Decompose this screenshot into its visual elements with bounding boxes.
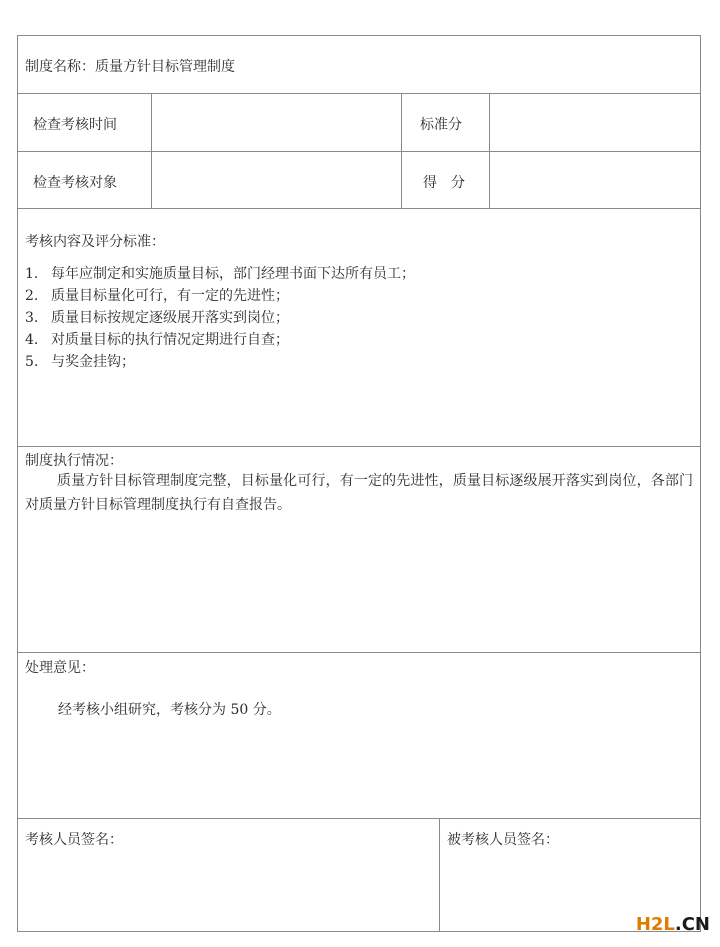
check-object-value-cell[interactable] — [152, 152, 401, 208]
execution-heading: 制度执行情况： — [25, 453, 123, 469]
check-time-label: 检查考核时间 — [33, 117, 117, 133]
execution-text: 质量方针目标管理制度完整，目标量化可行，有一定的先进性，质量目标逐级展开落实到岗位，各部门对质量方针目标管理制度执行有自查报告。 — [25, 473, 693, 513]
watermark-part1: H2L — [635, 914, 675, 935]
site-watermark-logo — [636, 914, 710, 935]
divider — [401, 94, 402, 151]
execution-section — [18, 447, 700, 653]
list-item: 1. 每年应制定和实施质量目标，部门经理书面下达所有员工； — [25, 266, 415, 282]
check-object-row — [18, 152, 700, 209]
check-time-value-cell[interactable] — [152, 94, 401, 151]
standard-score-label: 标准分 — [420, 117, 462, 133]
list-item: 5. 与奖金挂钩； — [25, 354, 135, 370]
check-object-label: 检查考核对象 — [33, 175, 117, 191]
opinion-text: 经考核小组研究，考核分为 50 分。 — [58, 702, 281, 718]
signature-row — [18, 819, 700, 931]
criteria-section — [18, 209, 700, 447]
assessment-form — [17, 35, 701, 932]
title-row — [18, 36, 700, 94]
examinee-signature-label: 被考核人员签名： — [447, 832, 559, 848]
standard-score-value-cell[interactable] — [490, 94, 700, 151]
criteria-list — [25, 263, 415, 373]
list-item: 2. 质量目标量化可行，有一定的先进性； — [25, 288, 289, 304]
score-label: 得 分 — [423, 175, 465, 191]
check-time-row — [18, 94, 700, 152]
examiner-signature-field[interactable] — [18, 849, 438, 929]
examiner-signature-label: 考核人员签名： — [25, 832, 123, 848]
opinion-section — [18, 653, 700, 819]
list-item: 3. 质量目标按规定逐级展开落实到岗位； — [25, 310, 289, 326]
watermark-part2: .CN — [674, 914, 710, 935]
list-item: 4. 对质量目标的执行情况定期进行自查； — [25, 332, 289, 348]
divider — [401, 152, 402, 208]
form-title: 制度名称：质量方针目标管理制度 — [25, 59, 235, 75]
opinion-heading: 处理意见： — [25, 660, 95, 676]
score-value-cell[interactable] — [490, 152, 700, 208]
criteria-heading: 考核内容及评分标准： — [25, 234, 165, 250]
